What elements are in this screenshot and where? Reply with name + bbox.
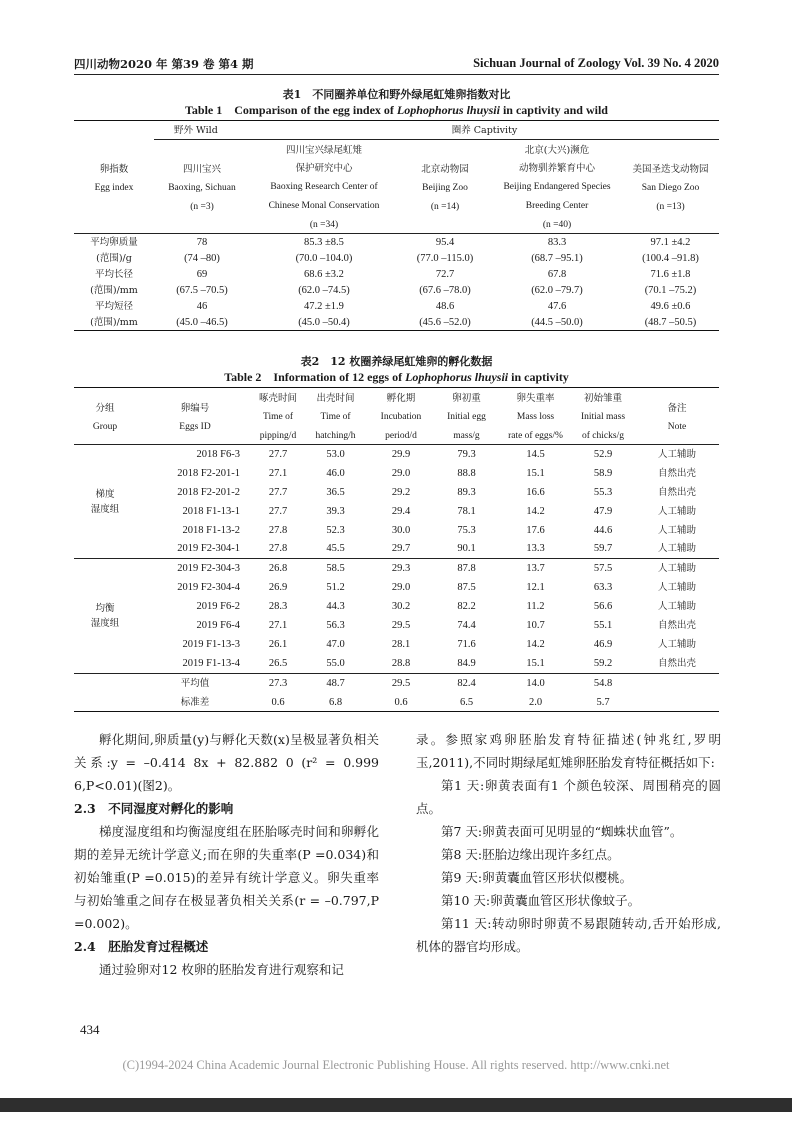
paragraph-humidity: 梯度湿度组和均衡湿度组在胚胎啄壳时间和卵孵化期的差异无统计学意义;而在卵的失重率(P =0.034)和初始雏重(P =0.015)的差异有统计学意义。卵失重率与初始雏重之间存在极显著负相关关系(r = –0.797,P =0.002)。 xyxy=(74,824,379,931)
table2-header-line: 备注 xyxy=(667,402,687,414)
group-name-line1: 梯度 xyxy=(95,488,115,500)
table1-header-line: Breeding Center xyxy=(525,201,589,211)
table2-empty xyxy=(635,673,719,692)
table2-header-col-8 xyxy=(571,388,635,445)
table2-value: 84.9 xyxy=(457,657,476,669)
table2-value: 14.2 xyxy=(526,638,545,650)
table2-value: 27.1 xyxy=(268,467,288,479)
embryo-day-item: 第1 天:卵黄表面有1 个颜色较深、周围稍亮的圆点。 xyxy=(416,778,721,816)
table2-egg-id: 2019 F2-304-4 xyxy=(177,582,240,594)
table2-value: 53.0 xyxy=(326,448,345,460)
table2-header-line: 孵化期 xyxy=(386,393,416,404)
table2-value: 52.9 xyxy=(593,448,613,460)
table1-mean-value: 72.7 xyxy=(435,268,455,280)
table2-value: 29.9 xyxy=(391,448,411,460)
table1-mean-value: 49.6 ±0.6 xyxy=(650,300,691,312)
table2-empty xyxy=(635,693,719,712)
table1-header-col-3 xyxy=(398,140,492,234)
table2-summary-value: 54.8 xyxy=(571,673,635,692)
table2-note: 人工辅助 xyxy=(657,563,696,575)
table1-index-header xyxy=(74,121,154,234)
table1-mean-value: 97.1 ±4.2 xyxy=(650,236,691,248)
table1-mean-value: 78 xyxy=(196,236,208,248)
table2-value: 26.8 xyxy=(268,563,288,575)
table2-header-line: Note xyxy=(667,421,687,432)
table2-value: 29.2 xyxy=(391,486,411,498)
table2-row xyxy=(74,559,719,578)
table1-caption-en-pre: Table 1 Comparison of the egg index of xyxy=(185,103,397,117)
table2-header-line: of chicks/g xyxy=(582,431,624,441)
table2-summary-value: 14.0 xyxy=(500,673,571,692)
table2-value: 51.2 xyxy=(326,582,345,594)
table2-value: 27.8 xyxy=(254,539,302,558)
table2-summary-value: 29.5 xyxy=(369,673,433,692)
left-column xyxy=(74,728,379,981)
table2-egg-id: 2019 F2-304-1 xyxy=(136,539,254,558)
table2-header-line: rate of eggs/% xyxy=(508,431,563,441)
table2-header-col-5 xyxy=(369,388,433,445)
table2-value: 26.5 xyxy=(268,657,288,669)
table1-header-line: 北京动物园 xyxy=(421,163,469,175)
table2-value: 47.9 xyxy=(593,505,613,517)
table2-value: 56.6 xyxy=(593,601,613,613)
table2-summary-value: 48.7 xyxy=(302,673,369,692)
table1 xyxy=(74,120,719,331)
table1-mean-value: 71.6 ±1.8 xyxy=(650,268,691,280)
table1-row xyxy=(74,266,719,282)
table2-summary-value: 0.6 xyxy=(254,693,302,712)
table2-value: 52.3 xyxy=(326,524,345,536)
table2-value: 59.2 xyxy=(593,657,613,669)
table2-summary-value: 6.8 xyxy=(302,693,369,712)
table1-sample-size: (n =40) xyxy=(542,220,572,230)
table2-value: 13.7 xyxy=(526,563,545,575)
table2-egg-id: 2019 F6-4 xyxy=(196,619,240,631)
table1-range-value: (77.0 –115.0) xyxy=(416,252,474,264)
table2-row xyxy=(74,539,719,558)
table2-row xyxy=(74,597,719,616)
table1-caption-species: Lophophorus lhuysii xyxy=(396,103,500,117)
table2-header-col-6 xyxy=(433,388,500,445)
table1-header-line: Chinese Monal Conservation xyxy=(268,201,380,211)
table1-range-value: (67.5 –70.5) xyxy=(176,284,228,296)
table2-value: 57.5 xyxy=(593,563,613,575)
table2-row xyxy=(74,502,719,521)
table2-row xyxy=(74,483,719,502)
group-name-line2: 湿度组 xyxy=(90,503,120,515)
table2-value: 88.8 xyxy=(457,467,476,479)
table1-header-col-4 xyxy=(492,140,622,234)
table2-header-line: pipping/d xyxy=(259,431,297,441)
table1-range-value: (74 –80) xyxy=(184,252,220,264)
table1-range-value: (45.6 –52.0) xyxy=(419,316,471,328)
table2-value: 82.2 xyxy=(457,601,476,613)
table2-row xyxy=(74,521,719,540)
table2-value: 55.1 xyxy=(593,619,613,631)
table2-value: 28.1 xyxy=(391,638,411,650)
table2-header-line: 卵初重 xyxy=(452,393,481,404)
table1-row xyxy=(74,234,719,251)
table1-range-value: (45.0 –50.4) xyxy=(298,316,350,328)
table1-column-headers xyxy=(74,140,719,234)
table2-note: 人工辅助 xyxy=(635,539,719,558)
table1-mean-value: 85.3 ±8.5 xyxy=(304,236,344,248)
table2-egg-id: 2018 F6-3 xyxy=(196,448,240,460)
table2-value: 44.6 xyxy=(593,524,613,536)
table2-summary-value: 82.4 xyxy=(433,673,500,692)
copyright-footer: (C)1994-2024 China Academic Journal Electronic Publishing House. All rights reserved. http://www.cnki.net xyxy=(122,1058,670,1072)
paragraph-embryo-intro: 通过验卵对12 枚卵的胚胎发育进行观察和记 xyxy=(99,962,344,977)
table2-value: 12.1 xyxy=(526,582,545,594)
table1-mean-value: 69 xyxy=(196,268,208,280)
table1-header-line: 保护研究中心 xyxy=(295,163,353,174)
table2-value: 75.3 xyxy=(457,524,476,536)
table1-header-line: 北京(大兴)濒危 xyxy=(524,145,590,156)
table2-value: 55.0 xyxy=(326,657,345,669)
table2-summary-value: 27.3 xyxy=(254,673,302,692)
table2-row xyxy=(74,654,719,673)
table1-sample-size: (n =13) xyxy=(656,201,685,212)
paragraph-embryo-continued: 录。参照家鸡卵胚胎发育特征描述(钟兆红,罗明玉,2011),不同时期绿尾虹雉卵胚胎发育特征概括如下: xyxy=(416,732,721,770)
table2-egg-id: 2018 F2-201-1 xyxy=(177,467,240,479)
bottom-bar xyxy=(0,1098,792,1112)
table2-note: 自然出壳 xyxy=(657,486,696,498)
table2-value: 11.2 xyxy=(526,601,545,613)
table2-value: 15.1 xyxy=(526,467,545,479)
table2-header-line: 分组 xyxy=(95,402,115,414)
table1-row xyxy=(74,298,719,314)
embryo-day-list xyxy=(416,774,721,958)
table1-sample-size: (n =34) xyxy=(309,220,339,230)
table1-range-value: (67.6 –78.0) xyxy=(419,284,471,296)
table2-value: 79.3 xyxy=(457,448,476,460)
table2-value: 74.4 xyxy=(457,619,476,631)
table2-row xyxy=(74,578,719,597)
header-journal-en: Sichuan Journal of Zoology Vol. 39 No. 4 2020 xyxy=(473,56,719,70)
table2-header-line: mass/g xyxy=(453,431,480,441)
table2-value: 29.7 xyxy=(369,539,433,558)
table2-header-line: Incubation xyxy=(380,412,422,422)
table2-value: 55.3 xyxy=(593,486,613,498)
table2-note: 人工辅助 xyxy=(657,582,696,594)
table2-header-line: Time of xyxy=(262,412,293,422)
table1-mean-value: 47.2 ±1.9 xyxy=(304,300,344,312)
index-header-cn: 卵指数 xyxy=(99,163,129,175)
table1-sample-size: (n =14) xyxy=(430,201,460,212)
table1-range-value: (100.4 –91.8) xyxy=(642,252,699,264)
table2-group-name xyxy=(74,559,136,673)
table2-value: 28.3 xyxy=(268,601,288,613)
table2-summary-value: 6.5 xyxy=(433,693,500,712)
table2-value: 39.3 xyxy=(326,505,345,517)
table1-header-line: San Diego Zoo xyxy=(641,182,700,193)
table1-header-line: 美国圣迭戈动物园 xyxy=(632,163,709,175)
table1-row-label: 平均长径 xyxy=(94,268,133,280)
table1-header-col-2 xyxy=(250,140,398,234)
group-name-line1: 均衡 xyxy=(95,603,115,615)
table2-header-line: 出壳时间 xyxy=(316,393,355,404)
table2-summary-row xyxy=(74,693,719,712)
table2-egg-id: 2019 F2-304-3 xyxy=(177,563,240,575)
table2-body xyxy=(74,445,719,712)
table2-header-line: Time of xyxy=(320,412,351,422)
table2 xyxy=(74,387,719,712)
table2-header-line: Eggs ID xyxy=(179,421,211,432)
table2-value: 14.5 xyxy=(526,448,545,460)
table2-summary-value: 0.6 xyxy=(369,693,433,712)
table2-value: 71.6 xyxy=(457,638,476,650)
table1-header-line: 四川宝兴 xyxy=(182,163,221,175)
table2-caption-en-pre: Table 2 Information of 12 eggs of xyxy=(224,370,406,384)
embryo-day-item: 第10 天:卵黄囊血管区形状像蚊子。 xyxy=(441,893,641,908)
table2-value: 29.4 xyxy=(391,505,411,517)
table2-header-col-1 xyxy=(74,388,136,445)
embryo-day-item: 第9 天:卵黄囊血管区形状似樱桃。 xyxy=(441,870,633,885)
table2-group-name xyxy=(74,445,136,559)
table1-range-value: (44.5 –50.0) xyxy=(531,316,583,328)
table2-value: 29.0 xyxy=(391,582,411,594)
table2-note: 人工辅助 xyxy=(657,638,696,650)
table1-range-value: (62.0 –74.5) xyxy=(298,284,350,296)
table2-value: 30.2 xyxy=(391,601,411,613)
table2-summary-label: 平均值 xyxy=(136,673,254,692)
table2-value: 27.1 xyxy=(268,619,288,631)
running-header xyxy=(74,54,719,75)
page-number: 434 xyxy=(80,1022,100,1037)
table2-header-line: period/d xyxy=(385,431,417,441)
table2-value: 27.7 xyxy=(268,505,288,517)
table2-value: 13.3 xyxy=(500,539,571,558)
table2-header-line: Group xyxy=(92,421,118,432)
table2-value: 27.8 xyxy=(268,524,288,536)
table2-header-line: hatching/h xyxy=(315,431,356,441)
paragraph-regression: 孵化期间,卵质量(y)与孵化天数(x)呈极显著负相关关系:y = –0.414 8x + 82.882 0 (r² = 0.999 6,P<0.01)(图2)。 xyxy=(74,732,379,793)
table2-egg-id: 2018 F1-13-1 xyxy=(182,505,240,517)
embryo-day-item: 第7 天:卵黄表面可见明显的“蜘蛛状血管”。 xyxy=(441,824,683,839)
table1-row-label: 平均卵质量 xyxy=(90,236,138,248)
right-column xyxy=(416,728,721,958)
table2-value: 17.6 xyxy=(526,524,545,536)
table2-note: 人工辅助 xyxy=(657,448,696,460)
table2-header-line: 卵失重率 xyxy=(516,393,555,404)
index-header-en: Egg index xyxy=(94,182,134,193)
table1-range-value: (68.7 –95.1) xyxy=(531,252,583,264)
table2-value: 26.9 xyxy=(268,582,288,594)
table2-header-col-7 xyxy=(500,388,571,445)
table1-row-range xyxy=(74,250,719,266)
table1-range-value: (62.0 –79.7) xyxy=(531,284,583,296)
table2-egg-id: 2018 F1-13-2 xyxy=(182,524,240,536)
table2-summary-value: 2.0 xyxy=(500,693,571,712)
table2-value: 15.1 xyxy=(526,657,545,669)
table2-value: 14.2 xyxy=(526,505,545,517)
table2-value: 10.7 xyxy=(526,619,545,631)
table1-mean-value: 67.8 xyxy=(547,268,567,280)
table2-row xyxy=(74,464,719,483)
table2-empty xyxy=(74,673,136,692)
table1-row-range xyxy=(74,314,719,331)
table1-mean-value: 83.3 xyxy=(547,236,567,248)
table2-value: 63.3 xyxy=(593,582,613,594)
section-2-4-heading: 2.4 胚胎发育过程概述 xyxy=(74,939,209,954)
table1-header-line: 四川宝兴绿尾虹雉 xyxy=(285,145,362,156)
table2-row xyxy=(74,616,719,635)
table1-group-wild: 野外 Wild xyxy=(154,121,250,140)
table2-caption-en-post: in captivity xyxy=(508,370,569,384)
table2-header-line: Mass loss xyxy=(516,412,555,422)
table2-value: 87.5 xyxy=(457,582,476,594)
table2-header-line: 初始雏重 xyxy=(583,393,622,404)
table2-egg-id: 2018 F2-201-2 xyxy=(177,486,240,498)
table2-note: 自然出壳 xyxy=(657,467,696,479)
table1-range-value: (45.0 –46.5) xyxy=(176,316,228,328)
table2-value: 47.0 xyxy=(326,638,345,650)
table2-value: 58.9 xyxy=(593,467,613,479)
table1-caption-en-post: in captivity and wild xyxy=(499,103,608,117)
table2-header-col-3 xyxy=(254,388,302,445)
table2-value: 27.7 xyxy=(268,448,288,460)
table2-value: 29.3 xyxy=(391,563,411,575)
table2-header-line: Initial mass xyxy=(580,412,626,422)
table2-value: 16.6 xyxy=(526,486,545,498)
section-2-3-heading: 2.3 不同湿度对孵化的影响 xyxy=(74,801,234,816)
table2-summary-value: 5.7 xyxy=(571,693,635,712)
table2-value: 29.5 xyxy=(391,619,411,631)
table2-summary-row xyxy=(74,673,719,692)
table2-caption-cn: 表2 12 枚圈养绿尾虹雉卵的孵化数据 xyxy=(300,355,493,368)
table1-row-label-range: (范围)/mm xyxy=(90,284,138,296)
table2-summary-label: 标准差 xyxy=(136,693,254,712)
table2-egg-id: 2019 F1-13-3 xyxy=(182,638,240,650)
table2-caption-species: Lophophorus lhuysii xyxy=(405,370,509,384)
table2-note: 人工辅助 xyxy=(657,505,696,517)
table2-value: 27.7 xyxy=(268,486,288,498)
embryo-day-item: 第8 天:胚胎边缘出现许多红点。 xyxy=(441,847,620,862)
table2-value: 28.8 xyxy=(391,657,411,669)
table2-value: 46.9 xyxy=(593,638,613,650)
table2-note: 自然出壳 xyxy=(657,619,696,631)
table2-value: 30.0 xyxy=(391,524,411,536)
table2-note: 人工辅助 xyxy=(657,601,696,613)
table2-note: 人工辅助 xyxy=(657,524,696,536)
table1-header-line: Baoxing, Sichuan xyxy=(168,182,236,193)
table1-mean-value: 48.6 xyxy=(435,300,455,312)
table2-row xyxy=(74,635,719,654)
table1-mean-value: 46 xyxy=(196,300,208,312)
table1-row-range xyxy=(74,282,719,298)
table2-note: 自然出壳 xyxy=(657,657,696,669)
table1-range-value: (48.7 –50.5) xyxy=(644,316,697,328)
table1-mean-value: 95.4 xyxy=(435,236,455,248)
table1-mean-value: 47.6 xyxy=(547,300,567,312)
table2-value: 44.3 xyxy=(326,601,345,613)
table1-row-label-range: (范围)/mm xyxy=(90,316,138,328)
table1-sample-size: (n =3) xyxy=(190,201,214,212)
table1-mean-value: 68.6 ±3.2 xyxy=(304,268,344,280)
table2-value: 36.5 xyxy=(326,486,345,498)
table2-column-headers xyxy=(74,388,719,445)
table1-header-line: Baoxing Research Center of xyxy=(270,182,378,192)
table1-range-value: (70.0 –104.0) xyxy=(295,252,353,264)
embryo-day-item: 第11 天:转动卵时卵黄不易跟随转动,舌开始形成,机体的器官均形成。 xyxy=(416,916,721,954)
table2-value: 78.1 xyxy=(457,505,476,517)
table1-header-line: 动物驯养繁育中心 xyxy=(518,163,595,174)
table1-body xyxy=(74,234,719,331)
table1-row-label-range: (范围)/g xyxy=(96,252,132,264)
table1-header-col-1 xyxy=(154,140,250,234)
table2-value: 26.1 xyxy=(268,638,288,650)
table1-group-captivity: 圈养 Captivity xyxy=(250,121,719,140)
table2-header-line: 卵编号 xyxy=(180,402,210,414)
table2-value: 56.3 xyxy=(326,619,345,631)
table2-value: 58.5 xyxy=(326,563,345,575)
table1-header-line: Beijing Zoo xyxy=(422,182,468,193)
table2-egg-id: 2019 F6-2 xyxy=(196,601,240,613)
table1-caption-en xyxy=(74,101,719,118)
table2-value: 59.7 xyxy=(571,539,635,558)
table1-range-value: (70.1 –75.2) xyxy=(644,284,697,296)
table2-row xyxy=(74,445,719,464)
group-name-line2: 湿度组 xyxy=(90,618,120,630)
table2-value: 45.5 xyxy=(302,539,369,558)
table2-header-col-4 xyxy=(302,388,369,445)
table2-caption-en xyxy=(74,368,719,385)
table2-value: 87.8 xyxy=(457,563,476,575)
table2-value: 90.1 xyxy=(433,539,500,558)
table2-value: 29.0 xyxy=(391,467,411,479)
table2-header-line: 啄壳时间 xyxy=(258,393,297,404)
table1-header-col-5 xyxy=(622,140,719,234)
table2-header-col-2 xyxy=(136,388,254,445)
table2-header-line: Initial egg xyxy=(447,412,486,422)
table2-value: 46.0 xyxy=(326,467,345,479)
table2-value: 89.3 xyxy=(457,486,476,498)
table1-row-label: 平均短径 xyxy=(94,300,133,312)
table2-egg-id: 2019 F1-13-4 xyxy=(182,657,240,669)
table1-caption-cn: 表1 不同圈养单位和野外绿尾虹雉卵指数对比 xyxy=(282,88,511,101)
table1-header-line: Beijing Endangered Species xyxy=(503,182,611,192)
header-journal-cn: 四川动物2020 年 第39 卷 第4 期 xyxy=(74,57,254,71)
table2-empty xyxy=(74,693,136,712)
table2-header-col-9 xyxy=(635,388,719,445)
